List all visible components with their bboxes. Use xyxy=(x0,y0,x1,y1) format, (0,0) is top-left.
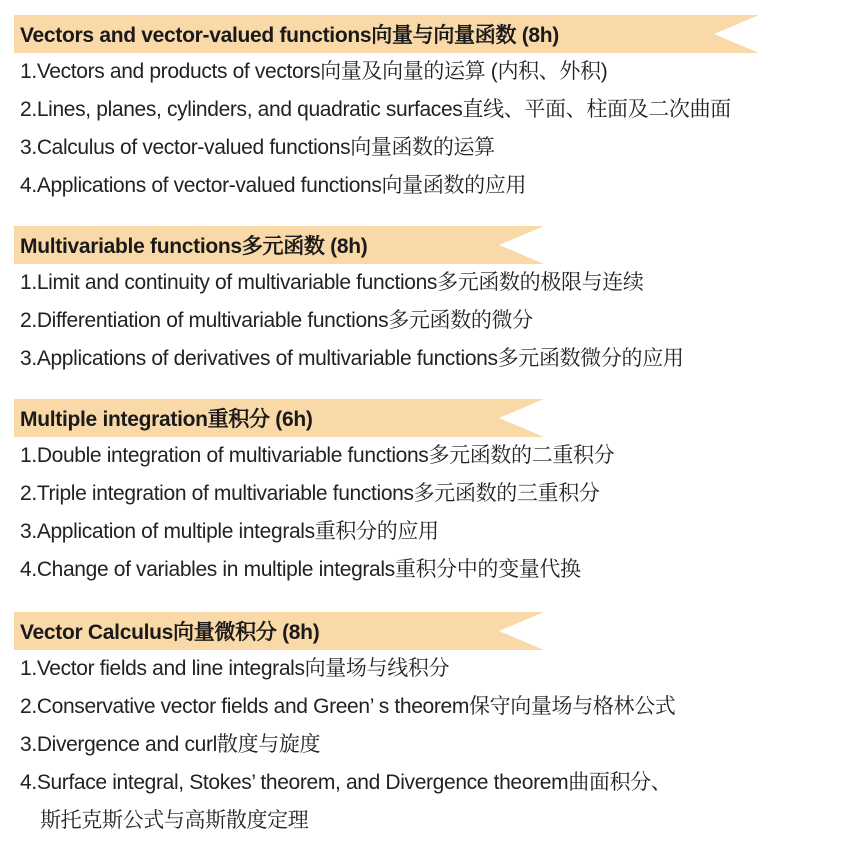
topic-list xyxy=(0,650,843,840)
section-banner xyxy=(0,15,843,53)
section-banner xyxy=(0,612,843,650)
section-multivariable-functions xyxy=(0,226,843,378)
list-item-continuation: 斯托克斯公式与高斯散度定理 xyxy=(40,809,309,832)
section-banner xyxy=(0,226,843,264)
list-item: 4.Surface integral, Stokes’ theorem, and Divergence theorem曲面积分、 xyxy=(20,771,672,794)
list-item: 2.Triple integration of multivariable functions多元函数的三重积分 xyxy=(20,482,600,505)
section-vectors xyxy=(0,15,843,205)
list-item: 1.Vector fields and line integrals向量场与线积分 xyxy=(20,657,450,680)
list-item: 2.Lines, planes, cylinders, and quadratic surfaces直线、平面、柱面及二次曲面 xyxy=(20,98,731,121)
section-title: Multivariable functions多元函数 (8h) xyxy=(20,235,368,258)
section-title: Multiple integration重积分 (6h) xyxy=(20,408,313,431)
list-item: 1.Limit and continuity of multivariable functions多元函数的极限与连续 xyxy=(20,271,644,294)
section-title: Vector Calculus向量微积分 (8h) xyxy=(20,621,320,644)
list-item: 1.Double integration of multivariable functions多元函数的二重积分 xyxy=(20,444,615,467)
list-item: 2.Differentiation of multivariable functions多元函数的微分 xyxy=(20,309,533,332)
section-multiple-integration xyxy=(0,399,843,589)
list-item: 3.Application of multiple integrals重积分的应用 xyxy=(20,520,439,543)
list-item: 1.Vectors and products of vectors向量及向量的运算 (内积、外积) xyxy=(20,60,608,83)
section-vector-calculus xyxy=(0,612,843,840)
list-item: 4.Applications of vector-valued functions向量函数的应用 xyxy=(20,174,527,197)
topic-list xyxy=(0,53,843,205)
topic-list xyxy=(0,264,843,378)
section-title: Vectors and vector-valued functions向量与向量函数 (8h) xyxy=(20,24,559,47)
list-item: 4.Change of variables in multiple integrals重积分中的变量代换 xyxy=(20,558,581,581)
topic-list xyxy=(0,437,843,589)
list-item: 3.Divergence and curl散度与旋度 xyxy=(20,733,321,756)
list-item: 3.Applications of derivatives of multivariable functions多元函数微分的应用 xyxy=(20,347,684,370)
section-banner xyxy=(0,399,843,437)
list-item: 3.Calculus of vector-valued functions向量函数的运算 xyxy=(20,136,495,159)
list-item: 2.Conservative vector fields and Green’ s theorem保守向量场与格林公式 xyxy=(20,695,676,718)
